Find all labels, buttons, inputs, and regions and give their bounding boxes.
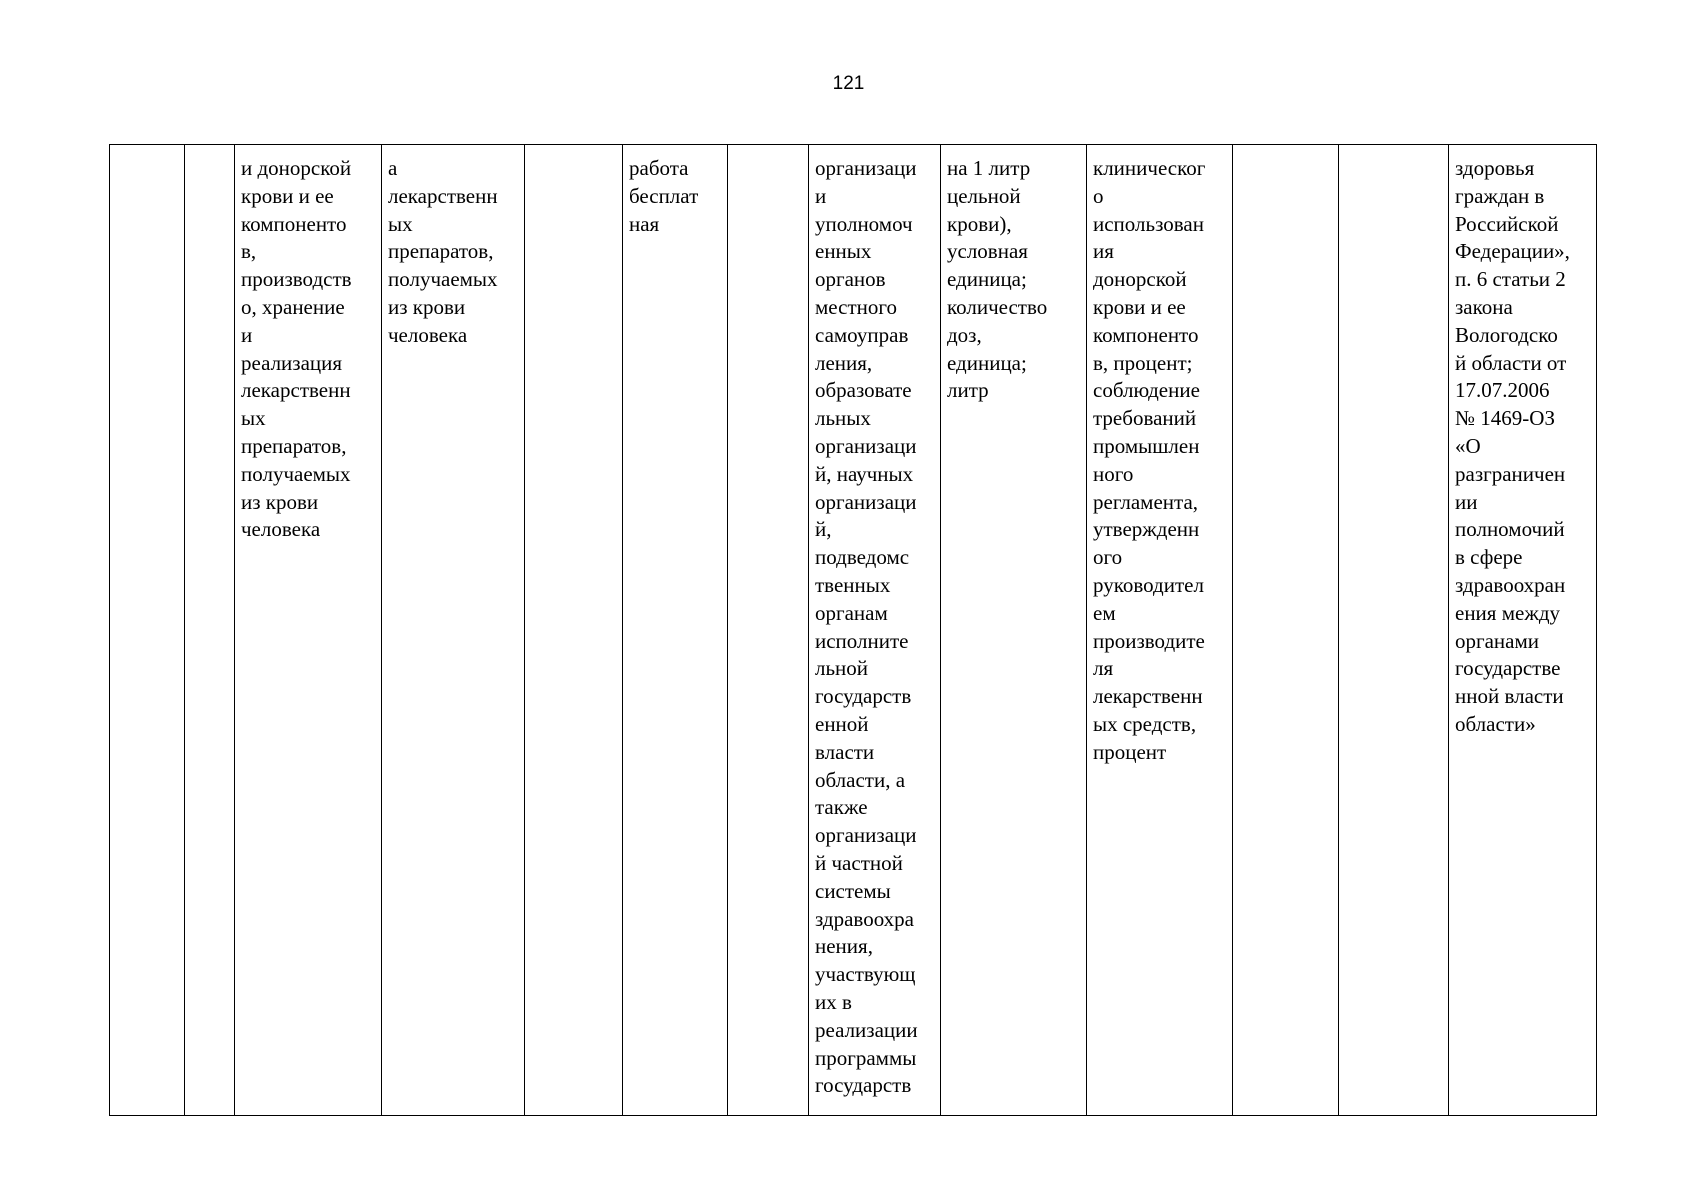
table-cell-col-11	[1233, 145, 1339, 1116]
table-cell-col-4: а лекарственн ых препаратов, получаемых из крови человека	[382, 145, 525, 1116]
table-cell-col-13: здоровья граждан в Российской Федерации», п. 6 статьи 2 закона Вологодско й области от 17.07.2006 № 1469-ОЗ «О разграничен ии полномочий в сфере здравоохран ения между органами государстве нной власти области»	[1449, 145, 1597, 1116]
table-cell-col-2	[185, 145, 235, 1116]
table-cell-col-6: работа бесплат ная	[623, 145, 728, 1116]
page-number: 121	[832, 73, 865, 94]
table-cell-col-10: клиническог о использован ия донорской крови и ее компоненто в, процент; соблюдение требований промышлен ного регламента, утвержденн ого руководител ем производите ля лекарственн ых средств, процент	[1087, 145, 1233, 1116]
table-cell-col-9: на 1 литр цельной крови), условная единица; количество доз, единица; литр	[941, 145, 1087, 1116]
table-row	[110, 145, 1597, 1116]
document-table	[109, 144, 1597, 1116]
table-cell-col-7	[728, 145, 809, 1116]
table-cell-col-3: и донорской крови и ее компоненто в, производств о, хранение и реализация лекарственн ых препаратов, получаемых из крови человека	[235, 145, 382, 1116]
table-cell-col-1	[110, 145, 185, 1116]
table-cell-col-12	[1339, 145, 1449, 1116]
table-cell-col-5	[525, 145, 623, 1116]
table-cell-col-8: организаци и уполномоч енных органов местного самоуправ ления, образовате льных организаци й, научных организаци й, подведомс твенных органам исполните льной государств енной власти области, а также организаци й частной системы здравоохра нения, участвующ их в реализации программы государств	[809, 145, 941, 1116]
